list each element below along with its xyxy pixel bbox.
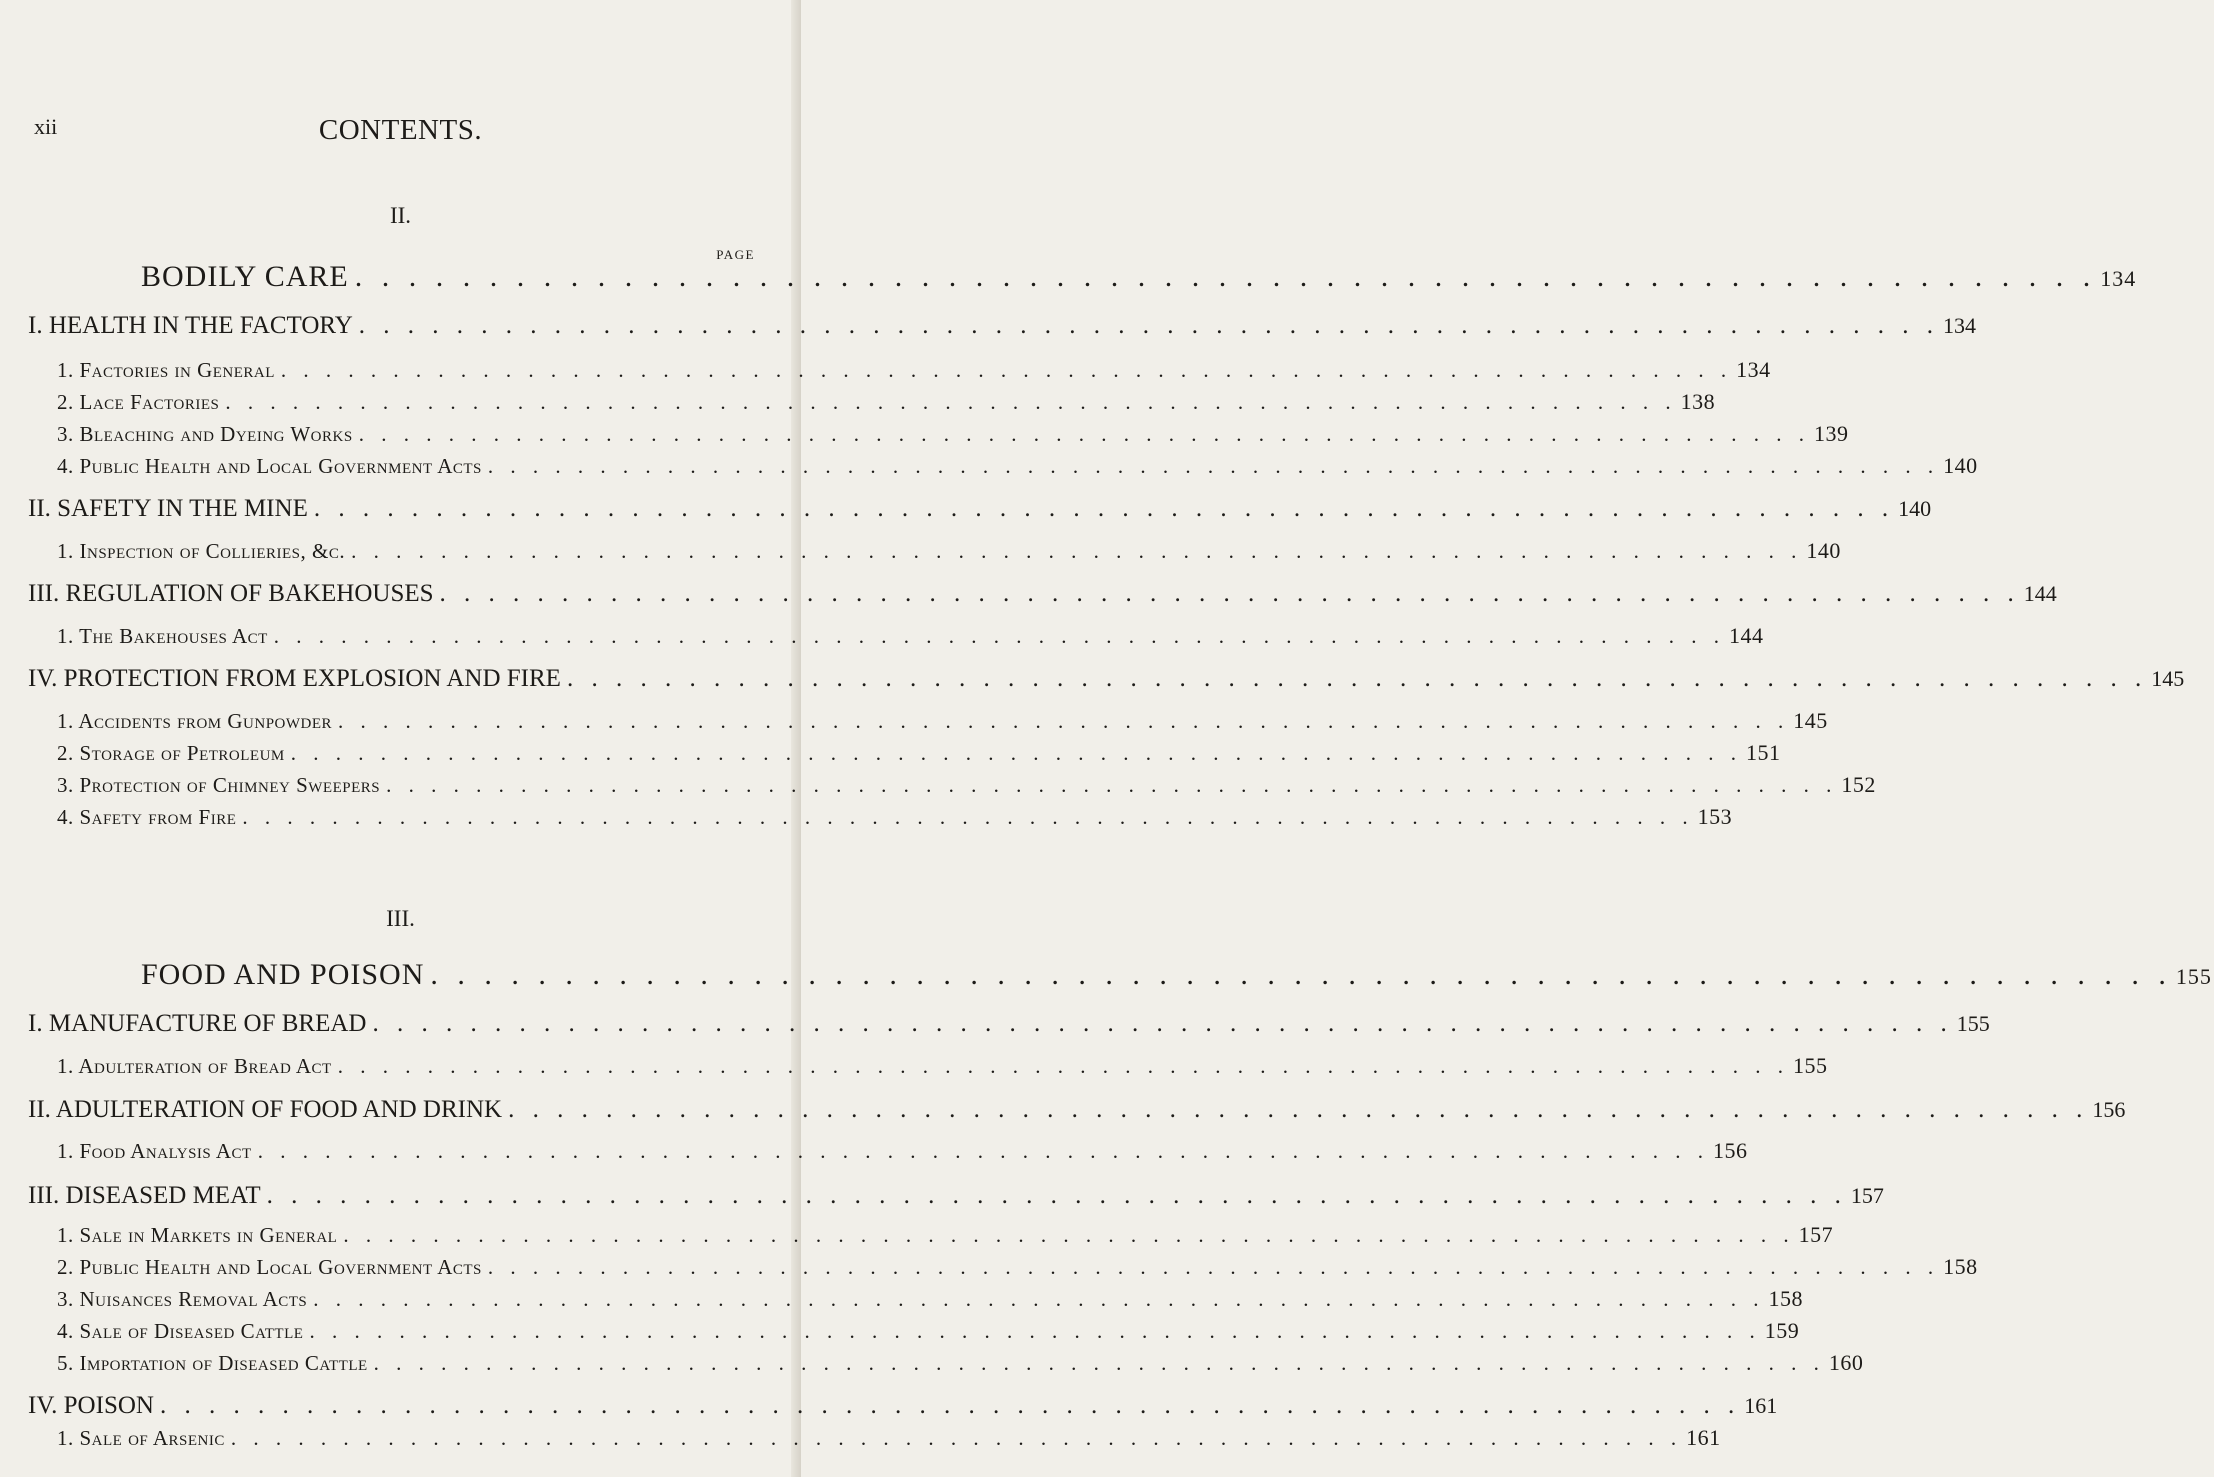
page-ref: 156: [2092, 1097, 2126, 1122]
leader-dots: . . . . . . . . . . . . . . . . . . . . . . . . . . . . . . . . . . . . . . . . . . . . . . . . . . . . . . . . . . . . . . . . .: [373, 1351, 1825, 1375]
leader-dots: . . . . . . . . . . . . . . . . . . . . . . . . . . . . . . . . . . . . . . . . . . . . . . . . . . . . . . . . . . . . . . . . .: [273, 624, 1726, 648]
page-ref: 155: [1956, 1011, 1990, 1036]
page-ref: 158: [1943, 1254, 1978, 1279]
section-title: 1. Sale of Arsenic: [57, 1426, 225, 1450]
leader-dots: . . . . . . . . . . . . . . . . . . . . . . . . . . . . . . . . . . . . . . . . . . . . . . . . . . . . . . . . . . . . . . . . .: [351, 539, 1803, 563]
chapter-title: III. REGULATION OF BAKEHOUSES: [28, 580, 434, 607]
part-title-row[interactable]: [0, 958, 2212, 992]
section-row[interactable]: [0, 740, 1781, 766]
section-row[interactable]: [0, 623, 1764, 649]
page-ref: 140: [1943, 453, 1978, 478]
page-ref: 160: [1828, 1350, 1864, 1375]
page-ref: 157: [1850, 1183, 1884, 1208]
section-row[interactable]: [0, 1286, 1804, 1312]
section-title: 1. Inspection of Collieries, &c.: [57, 539, 346, 563]
page-ref: 144: [2023, 581, 2057, 606]
section-title: 1. Factories in General: [57, 358, 275, 382]
section-title: 1. Food Analysis Act: [57, 1139, 252, 1163]
chapter-title: IV. PROTECTION FROM EXPLOSION AND FIRE: [28, 665, 561, 692]
leader-dots: . . . . . . . . . . . . . . . . . . . . . . . . . . . . . . . . . . . . . . . . . . . . . . . . . . . . . . . . . . . . . . . . .: [313, 1287, 1765, 1311]
page-ref: 139: [1813, 421, 1849, 446]
leader-dots: . . . . . . . . . . . . . . . . . . . . . . . . . . . . . . . . . . . . . . . . . . . . . . . . . . . . . . . . . . . . . . . . .: [280, 358, 1733, 382]
chapter-row[interactable]: [0, 1182, 1884, 1210]
section-title: 4. Safety from Fire: [57, 805, 237, 829]
chapter-title: II. SAFETY IN THE MINE: [28, 495, 308, 522]
section-row[interactable]: [0, 804, 1733, 830]
page-ref: 151: [1746, 740, 1781, 765]
chapter-row[interactable]: [0, 1096, 2126, 1124]
page-ref: 134: [1736, 357, 1771, 382]
leader-dots: . . . . . . . . . . . . . . . . . . . . . . . . . . . . . . . . . . . . . . . . . . . . . . . . . . . . . . . . . . . . . . . . .: [309, 1319, 1761, 1343]
leader-dots: . . . . . . . . . . . . . . . . . . . . . . . . . . . . . . . . . . . . . . . . . . . . . . . . . . . . . . . . . . . . . . . . .: [225, 390, 1677, 414]
page-ref: 153: [1697, 804, 1733, 829]
section-title: 2. Public Health and Local Government Acts: [57, 1255, 482, 1279]
leader-dots: . . . . . . . . . . . . . . . . . . . . . . . . . . . . . . . . . . . . . . . . . . . . . . . . . . . . . . . . . . . . . . . . .: [290, 741, 1742, 765]
section-title: 1. Sale in Markets in General: [57, 1223, 338, 1247]
page-ref: 158: [1768, 1286, 1804, 1311]
chapter-title: IV. POISON: [28, 1392, 154, 1419]
leader-dots: . . . . . . . . . . . . . . . . . . . . . . . . . . . . . . . . . . . . . . . . . . . . . . . . . . . . . . . . . . . . . . . . .: [358, 422, 1810, 446]
leader-dots: . . . . . . . . . . . . . . . . . . . . . . . . . . . . . . . . . . . . . . . . . . . . . . . . . . . . . . . . . . . . . . . . .: [337, 1054, 1789, 1078]
leader-dots: . . . . . . . . . . . . . . . . . . . . . . . . . . . . . . . . . . . . . . . . . . . . . . . . . . . . . . . . . . . . . . . . .: [508, 1096, 2089, 1123]
chapter-title: III. DISEASED MEAT: [28, 1182, 261, 1209]
page-ref: 145: [1793, 708, 1828, 733]
leader-dots: . . . . . . . . . . . . . . . . . . . . . . . . . . . . . . . . . . . . . . . . . . . . . . . . . . . . . . . . . . . . . . . . .: [439, 580, 2020, 607]
section-row[interactable]: [0, 1425, 1721, 1451]
leader-dots: . . . . . . . . . . . . . . . . . . . . . . . . . . . . . . . . . . . . . . . . . . . . . . . . . . . . . . . . . . . . . . . . .: [343, 1223, 1795, 1247]
chapter-row[interactable]: [0, 665, 2185, 693]
leader-dots: . . . . . . . . . . . . . . . . . . . . . . . . . . . . . . . . . . . . . . . . . . . . . . . . . . . . . . . . . . . . . . . . .: [338, 709, 1790, 733]
chapter-row[interactable]: [0, 1010, 1990, 1038]
page-ref: 134: [1943, 313, 1977, 338]
leader-dots: . . . . . . . . . . . . . . . . . . . . . . . . . . . . . . . . . . . . . . . . . . . . . . . . . . . . . . . . . . . . . . . . .: [257, 1139, 1709, 1163]
section-row[interactable]: [0, 357, 1771, 383]
chapter-title: I. MANUFACTURE OF BREAD: [28, 1010, 367, 1037]
section-row[interactable]: [0, 708, 1828, 734]
leader-dots: . . . . . . . . . . . . . . . . . . . . . . . . . . . . . . . . . . . . . . . . . . . . . . . . . . . . . . . . . . . . . . . . .: [430, 958, 2172, 991]
part-title: BODILY CARE: [141, 260, 349, 293]
page-number: xii: [34, 114, 58, 139]
section-row[interactable]: [0, 389, 1716, 415]
leader-dots: . . . . . . . . . . . . . . . . . . . . . . . . . . . . . . . . . . . . . . . . . . . . . . . . . . . . . . . . . . . . . . . . .: [266, 1182, 1847, 1209]
section-row[interactable]: [0, 772, 1876, 798]
chapter-row[interactable]: [0, 1392, 1778, 1420]
part-numeral: II.: [389, 203, 412, 228]
leader-dots: . . . . . . . . . . . . . . . . . . . . . . . . . . . . . . . . . . . . . . . . . . . . . . . . . . . . . . . . . . . . . . . . .: [230, 1426, 1683, 1450]
page-ref: 138: [1680, 389, 1716, 414]
section-row[interactable]: [0, 538, 1841, 564]
section-title: 1. Adulteration of Bread Act: [57, 1054, 332, 1078]
section-title: 2. Storage of Petroleum: [57, 741, 285, 765]
section-row[interactable]: [0, 1254, 1978, 1280]
leader-dots: . . . . . . . . . . . . . . . . . . . . . . . . . . . . . . . . . . . . . . . . . . . . . . . . . . . . . . . . . . . . . . . . .: [386, 773, 1838, 797]
section-title: 2. Lace Factories: [57, 390, 220, 414]
page-ref: 145: [2151, 666, 2185, 691]
chapter-row[interactable]: [0, 312, 1977, 340]
section-title: 3. Protection of Chimney Sweepers: [57, 773, 381, 797]
section-title: 4. Public Health and Local Government Acts: [57, 454, 482, 478]
part-title-row[interactable]: [0, 260, 2137, 294]
section-row[interactable]: [0, 1350, 1864, 1376]
page-ref: 161: [1686, 1425, 1721, 1450]
page-column-label: PAGE: [716, 247, 755, 262]
section-row[interactable]: [0, 1318, 1800, 1344]
leader-dots: . . . . . . . . . . . . . . . . . . . . . . . . . . . . . . . . . . . . . . . . . . . . . . . . . . . . . . . . . . . . . . . . .: [487, 1255, 1940, 1279]
page-ref: 140: [1898, 496, 1932, 521]
section-title: 4. Sale of Diseased Cattle: [57, 1319, 304, 1343]
page-ref: 140: [1806, 538, 1841, 563]
chapter-title: II. ADULTERATION OF FOOD AND DRINK: [28, 1096, 503, 1123]
section-row[interactable]: [0, 1222, 1834, 1248]
page-ref: 159: [1764, 1318, 1800, 1343]
page-ref: 144: [1729, 623, 1764, 648]
leader-dots: . . . . . . . . . . . . . . . . . . . . . . . . . . . . . . . . . . . . . . . . . . . . . . . . . . . . . . . . . . . . . . . . .: [487, 454, 1940, 478]
page-ref: 161: [1744, 1393, 1778, 1418]
part-numeral: III.: [386, 906, 415, 931]
section-row[interactable]: [0, 421, 1849, 447]
section-row[interactable]: [0, 1053, 1828, 1079]
section-title: 3. Bleaching and Dyeing Works: [57, 422, 353, 446]
part-title: FOOD AND POISON: [141, 958, 425, 991]
section-title: 3. Nuisances Removal Acts: [57, 1287, 308, 1311]
page-ref: 156: [1712, 1138, 1748, 1163]
page-ref: 155: [2175, 964, 2212, 989]
section-row[interactable]: [0, 1138, 1748, 1164]
section-row[interactable]: [0, 453, 1978, 479]
leader-dots: . . . . . . . . . . . . . . . . . . . . . . . . . . . . . . . . . . . . . . . . . . . . . . . . . . . . . . . . . . . . . . . . .: [242, 805, 1694, 829]
leader-dots: . . . . . . . . . . . . . . . . . . . . . . . . . . . . . . . . . . . . . . . . . . . . . . . . . . . . . . . . . . . . . . . . .: [159, 1392, 1741, 1419]
leader-dots: . . . . . . . . . . . . . . . . . . . . . . . . . . . . . . . . . . . . . . . . . . . . . . . . . . . . . . . . . . . . . . . . .: [313, 495, 1895, 522]
running-head: CONTENTS.: [318, 114, 483, 146]
leader-dots: . . . . . . . . . . . . . . . . . . . . . . . . . . . . . . . . . . . . . . . . . . . . . . . . . . . . . . . . . . . . . . . . .: [566, 665, 2148, 692]
chapter-row[interactable]: [0, 580, 2057, 608]
leader-dots: . . . . . . . . . . . . . . . . . . . . . . . . . . . . . . . . . . . . . . . . . . . . . . . . . . . . . . . . . . . . . . . . .: [354, 260, 2097, 293]
leader-dots: . . . . . . . . . . . . . . . . . . . . . . . . . . . . . . . . . . . . . . . . . . . . . . . . . . . . . . . . . . . . . . . . .: [358, 312, 1940, 339]
section-title: 1. The Bakehouses Act: [57, 624, 268, 648]
page-ref: 155: [1792, 1053, 1828, 1078]
chapter-row[interactable]: [0, 495, 1932, 523]
page-ref: 152: [1841, 772, 1876, 797]
section-title: 1. Accidents from Gunpowder: [57, 709, 333, 733]
leader-dots: . . . . . . . . . . . . . . . . . . . . . . . . . . . . . . . . . . . . . . . . . . . . . . . . . . . . . . . . . . . . . . . . .: [372, 1010, 1953, 1037]
page-ref: 157: [1798, 1222, 1834, 1247]
page-ref: 134: [2100, 266, 2137, 291]
chapter-title: I. HEALTH IN THE FACTORY: [28, 312, 353, 339]
section-title: 5. Importation of Diseased Cattle: [57, 1351, 368, 1375]
